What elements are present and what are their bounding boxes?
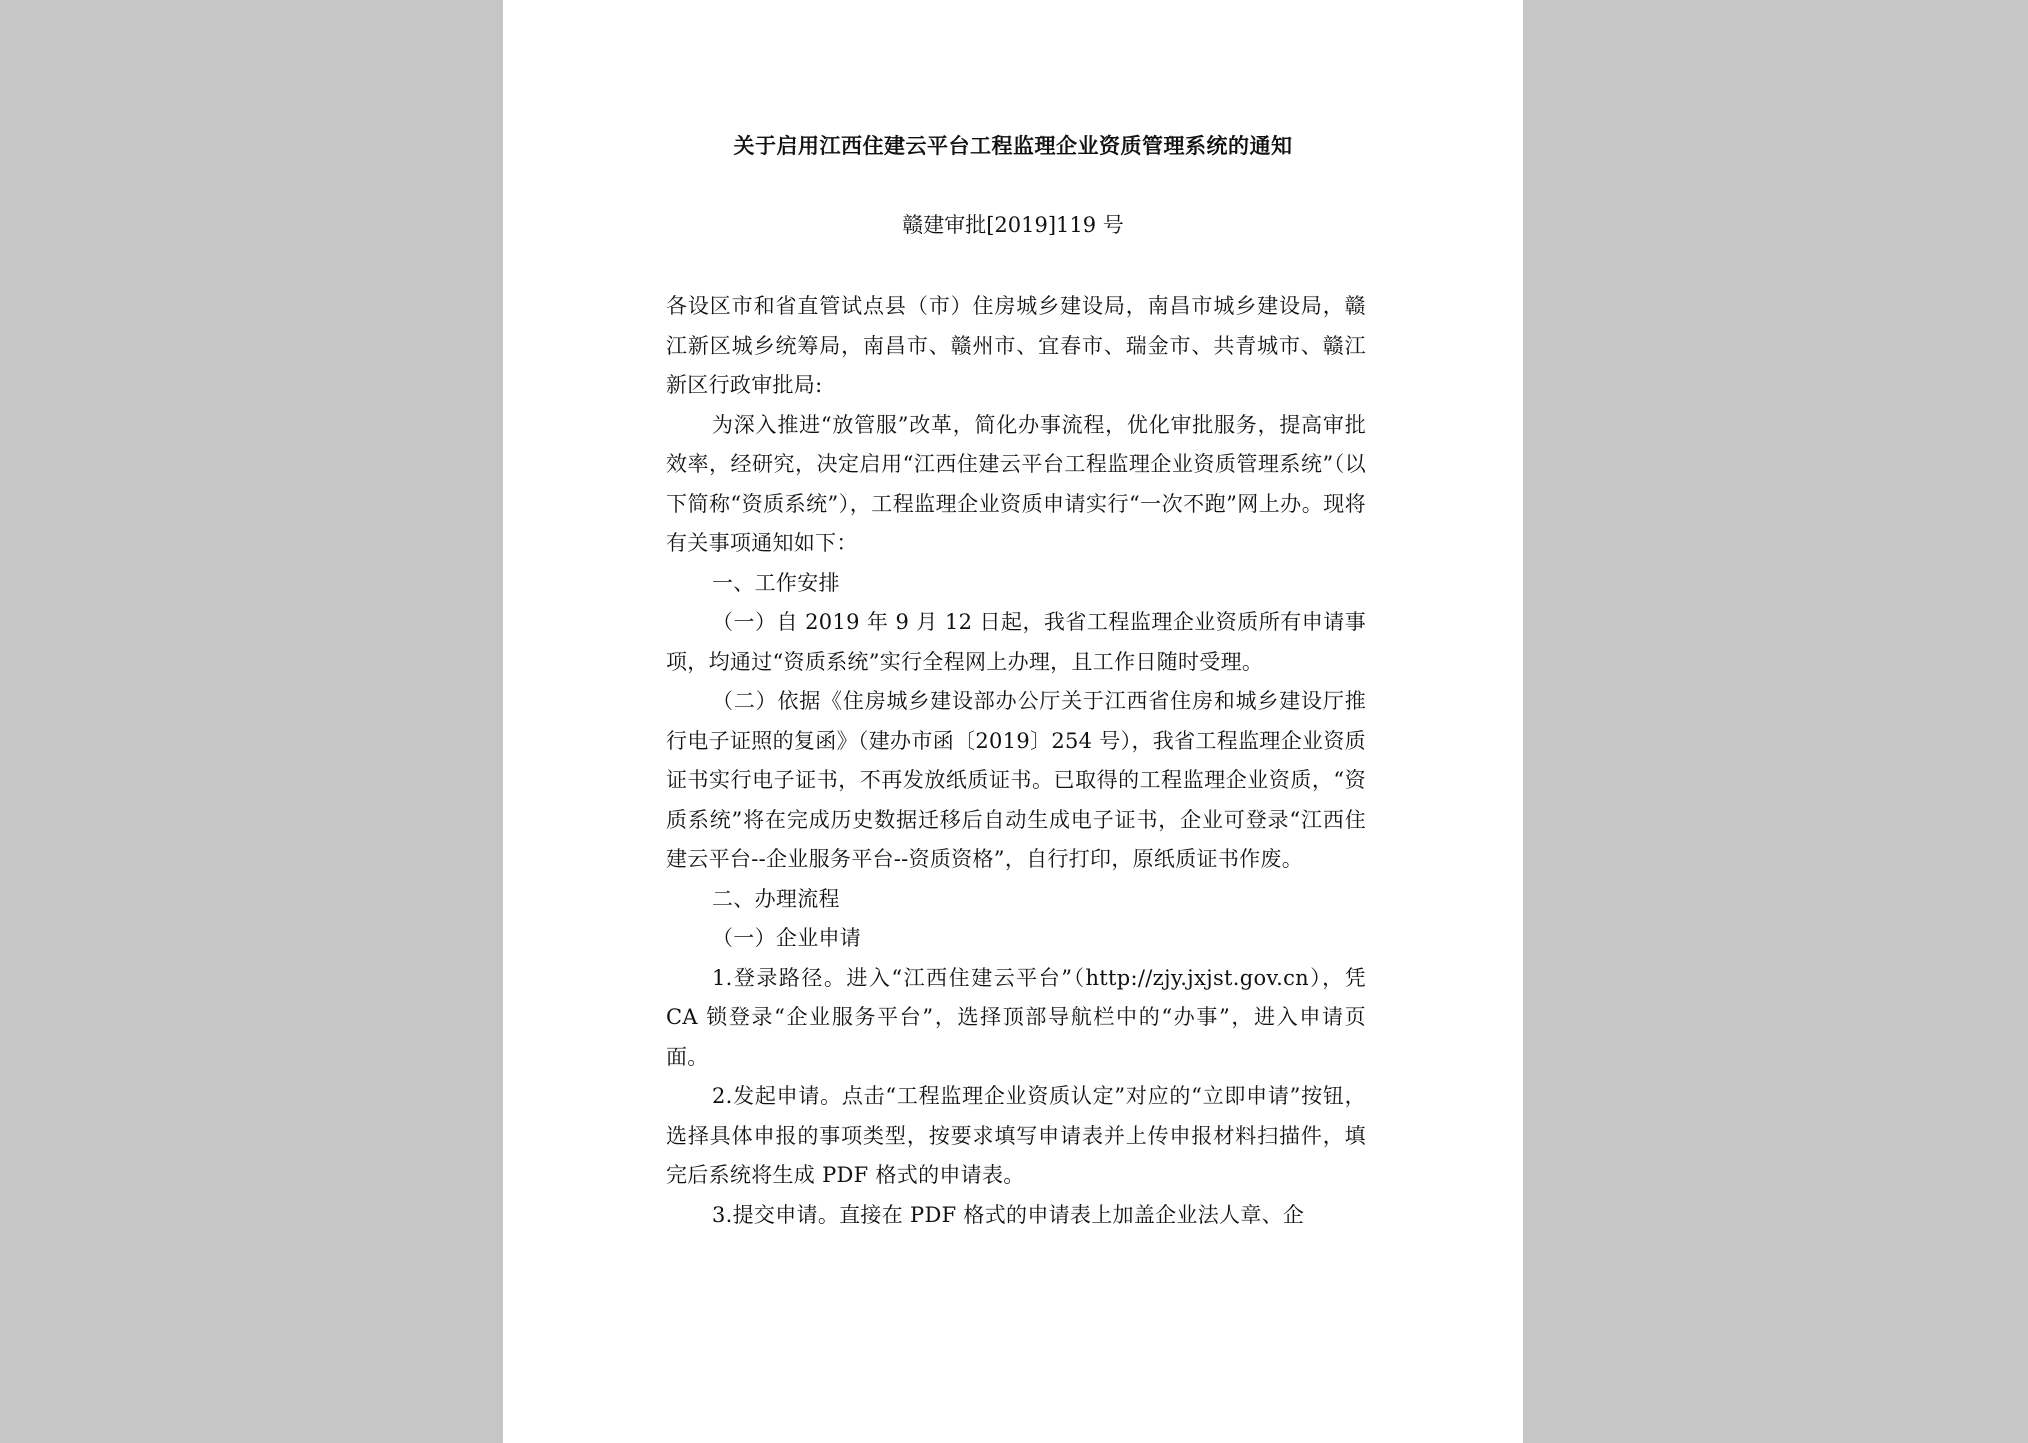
intro-paragraph: 为深入推进“放管服”改革，简化办事流程，优化审批服务，提高审批效率，经研究，决定启用“江西住建云平台工程监理企业资质管理系统”（以下简称“资质系统”），工程监理企业资质申请实行“一次不跑”网上办。现将有关事项通知如下： bbox=[666, 412, 1366, 555]
subsection-heading-enterprise-application: （一）企业申请 bbox=[712, 926, 862, 950]
document-body bbox=[666, 287, 1366, 1235]
body-paragraph: （二）依据《住房城乡建设部办公厅关于江西省住房和城乡建设厅推行电子证照的复函》（建办市函〔2019〕254 号），我省工程监理企业资质证书实行电子证书，不再发放纸质证书。已取得的工程监理企业资质，“资质系统”将在完成历史数据迁移后自动生成电子证书，企业可登录“江西住建云平台--企业服务平台--资质资格”，自行打印，原纸质证书作废。 bbox=[666, 689, 1366, 871]
body-paragraph: （一）自 2019 年 9 月 12 日起，我省工程监理企业资质所有申请事项，均通过“资质系统”实行全程网上办理，且工作日随时受理。 bbox=[666, 610, 1366, 674]
section-heading-work-arrangement: 一、工作安排 bbox=[712, 570, 840, 595]
body-paragraph: 1.登录路径。进入“江西住建云平台”（http://zjy.jxjst.gov.cn），凭 CA 锁登录“企业服务平台”，选择顶部导航栏中的“办事”，进入申请页面。 bbox=[666, 965, 1366, 1069]
document-title: 关于启用江西住建云平台工程监理企业资质管理系统的通知 bbox=[733, 133, 1293, 158]
body-paragraph: 3.提交申请。直接在 PDF 格式的申请表上加盖企业法人章、企 bbox=[712, 1202, 1305, 1227]
document-number: 赣建审批[2019]119 号 bbox=[902, 213, 1124, 237]
section-heading-process: 二、办理流程 bbox=[712, 886, 840, 911]
document-page bbox=[503, 0, 1523, 1443]
addressee-paragraph: 各设区市和省直管试点县（市）住房城乡建设局，南昌市城乡建设局，赣江新区城乡统筹局，南昌市、赣州市、宜春市、瑞金市、共青城市、赣江新区行政审批局: bbox=[666, 294, 1366, 397]
body-paragraph: 2.发起申请。点击“工程监理企业资质认定”对应的“立即申请”按钮，选择具体申报的事项类型，按要求填写申请表并上传申报材料扫描件，填完后系统将生成 PDF 格式的申请表。 bbox=[666, 1084, 1366, 1187]
